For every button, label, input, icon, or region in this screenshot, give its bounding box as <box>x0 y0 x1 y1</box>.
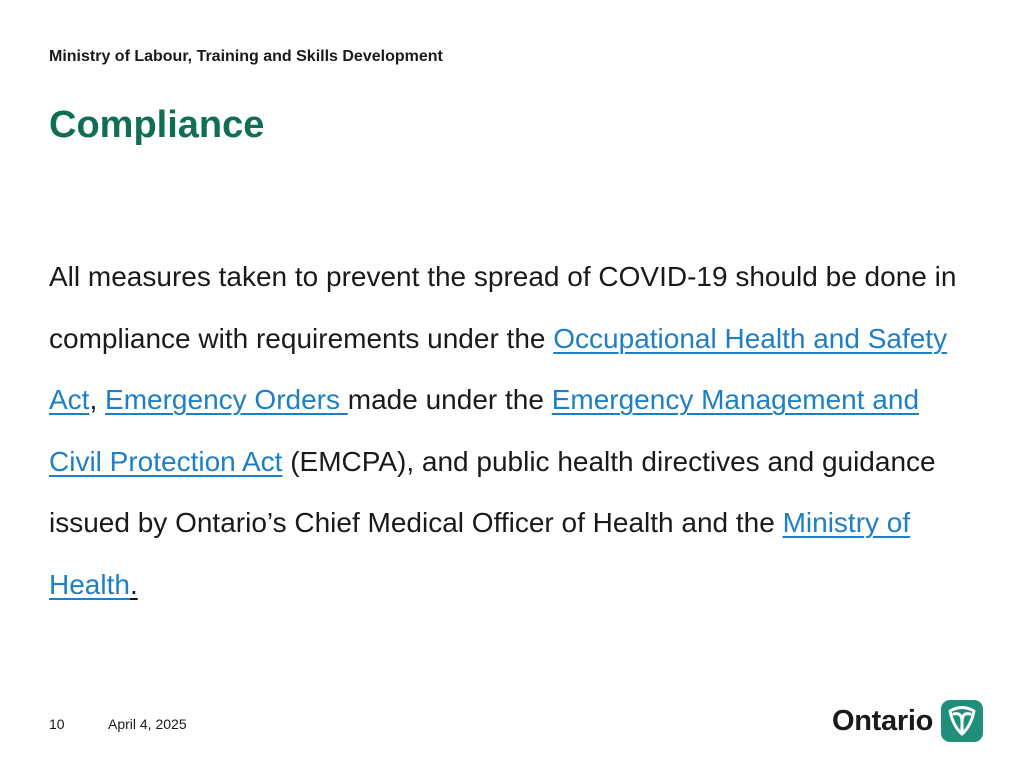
emergency-orders-link[interactable]: Emergency Orders <box>105 384 348 415</box>
footer-date: April 4, 2025 <box>108 716 187 732</box>
emcpa-link[interactable]: Emergency Management and Civil Protection Act <box>49 384 920 477</box>
body-paragraph <box>49 246 969 615</box>
occupational-health-safety-act-link[interactable]: Occupational Health and Safety Act <box>49 322 948 415</box>
body-text-segment: All measures taken to prevent the spread of COVID-19 should be done in compliance with requirements under the <box>49 261 957 354</box>
body-text-segment: (EMCPA), and public health directives and guidance issued by Ontario’s Chief Medical Officer of Health and the <box>49 445 936 538</box>
body-text-segment: , <box>89 384 106 415</box>
page-title: Compliance <box>49 104 265 146</box>
ontario-logo <box>832 700 983 742</box>
ministry-name: Ministry of Labour, Training and Skills Development <box>49 48 443 65</box>
page-number: 10 <box>49 716 65 732</box>
trillium-icon <box>941 700 983 742</box>
ministry-of-health-link[interactable]: Ministry of Health <box>49 507 911 600</box>
logo-wordmark: Ontario <box>832 704 934 737</box>
body-text-period: . <box>129 568 138 600</box>
body-text-segment: made under the <box>347 384 552 415</box>
